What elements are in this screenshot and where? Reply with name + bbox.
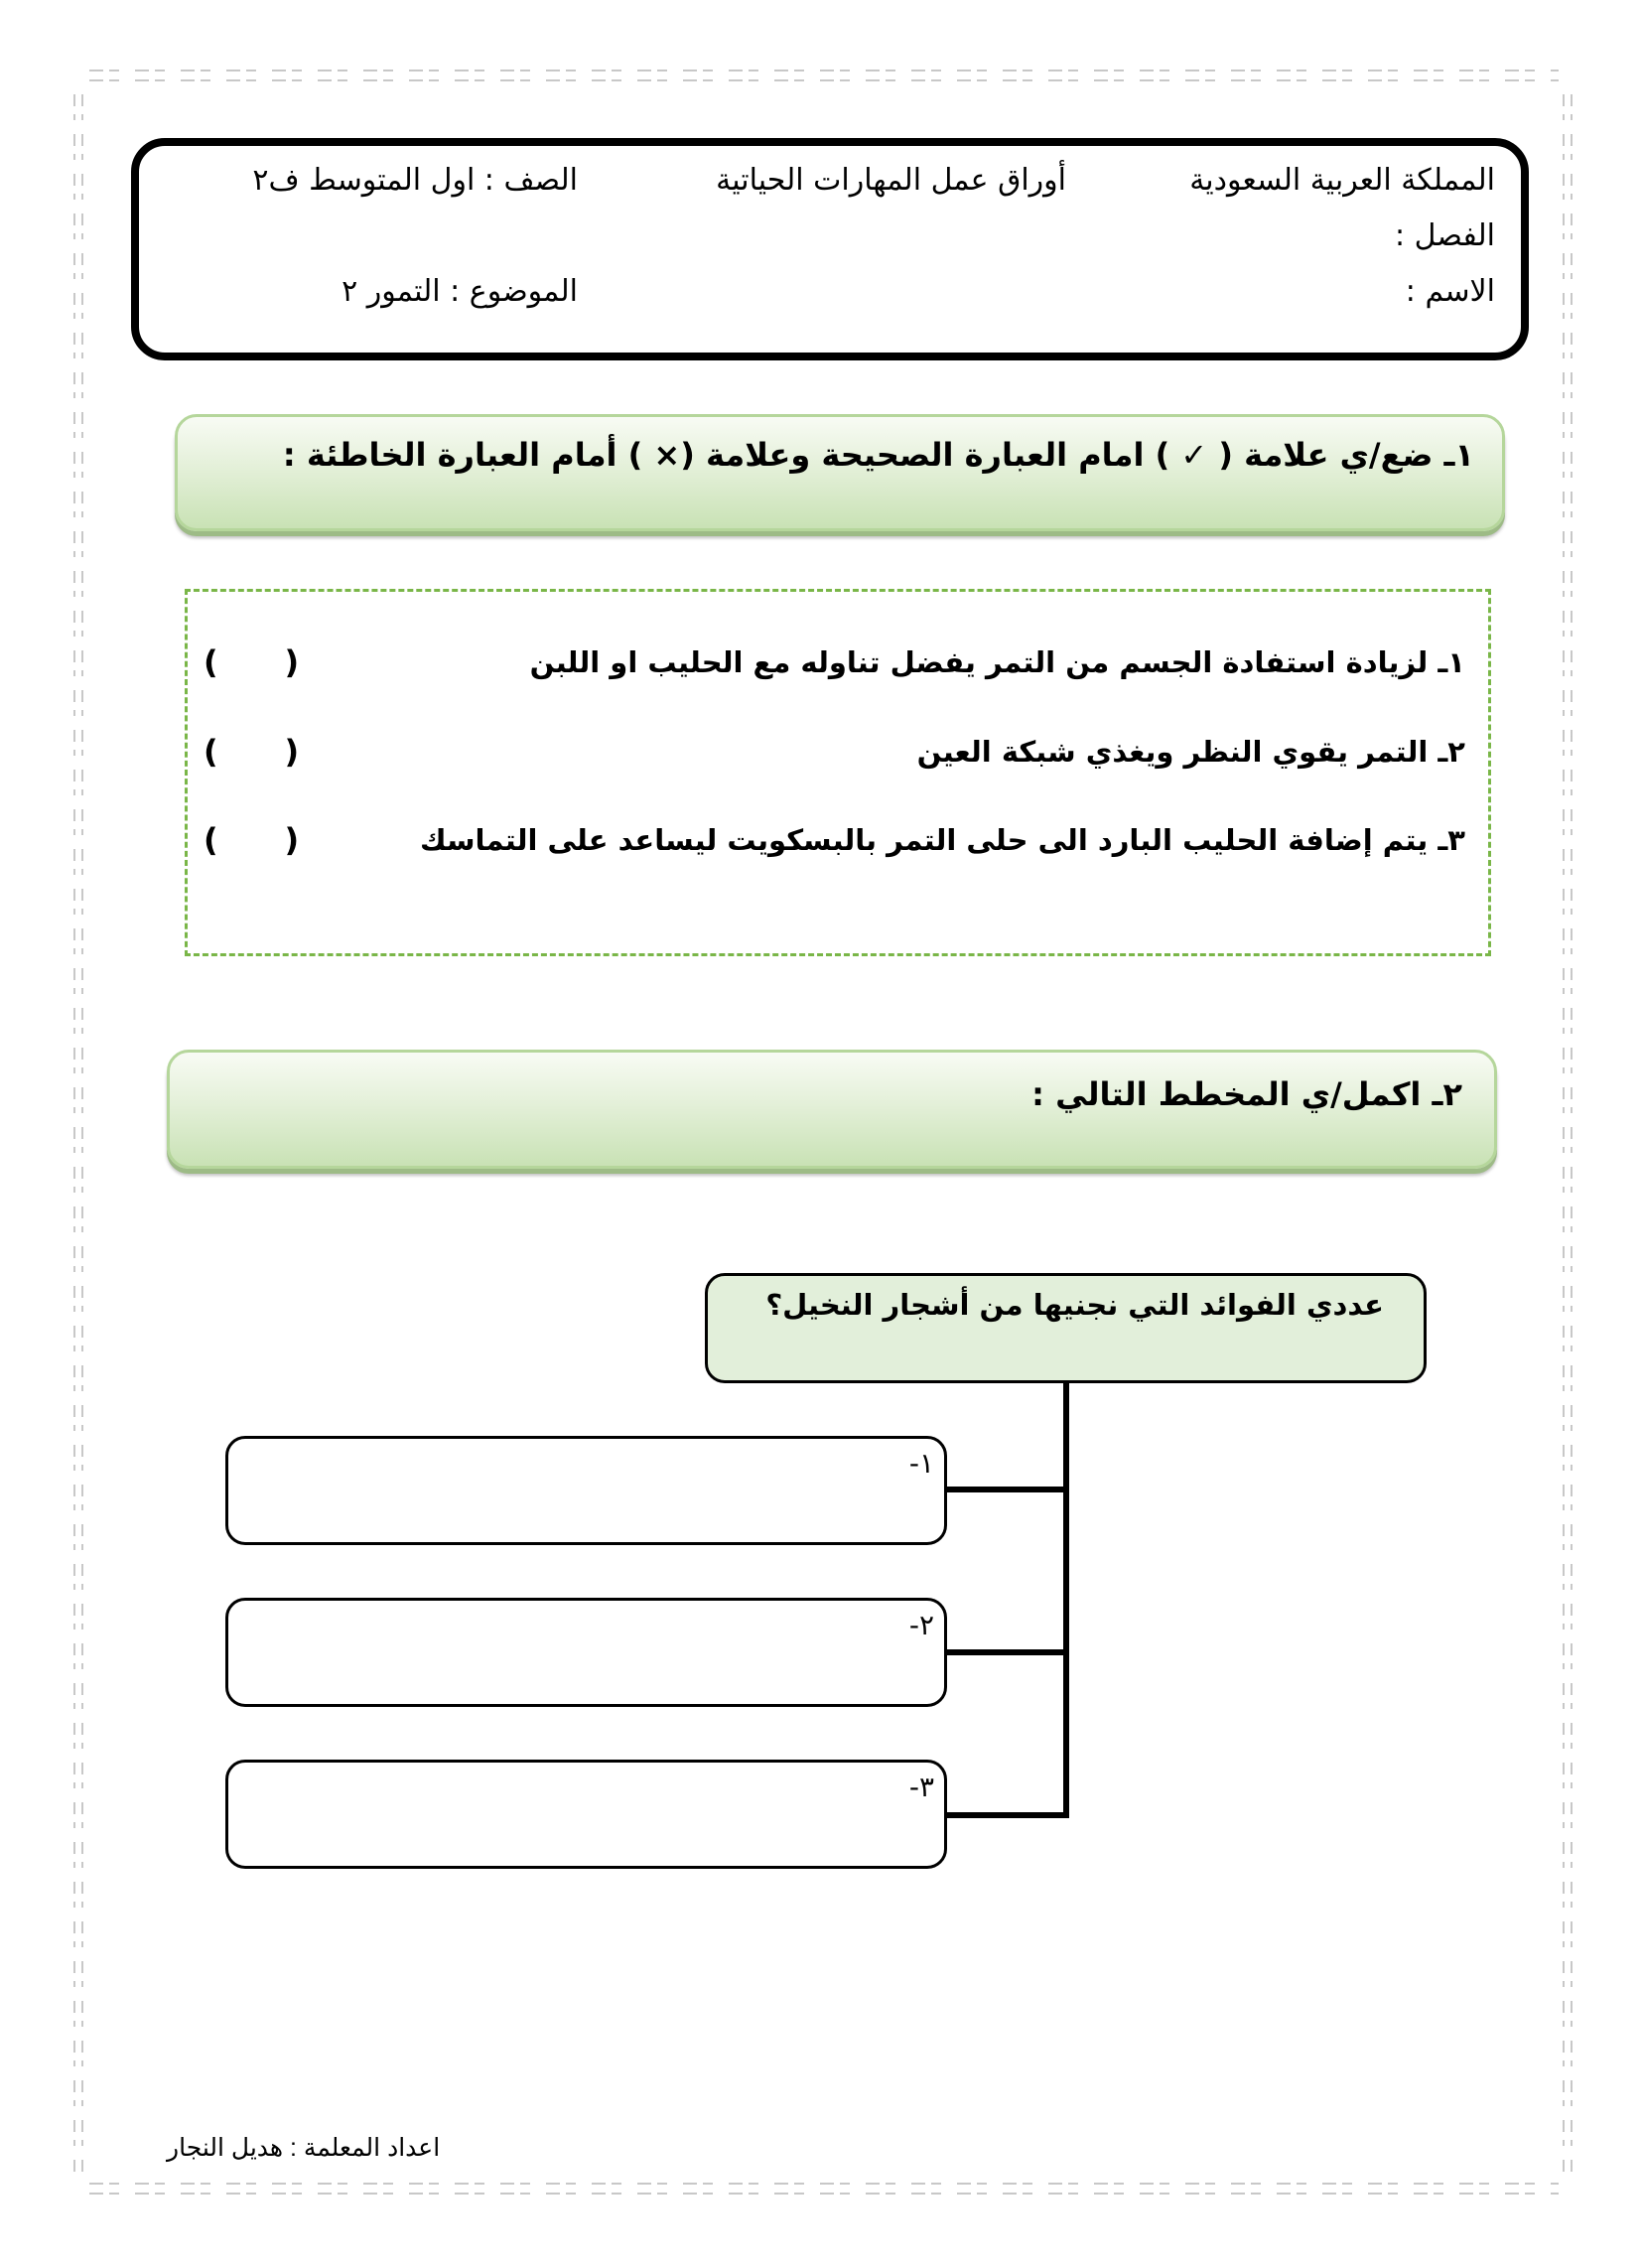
answer-number-3: ٣- <box>908 1771 934 1803</box>
name-label: الاسم : <box>1405 274 1495 309</box>
statement-3: ٣ـ يتم إضافة الحليب البارد الى حلى التمر بالبسكويت ليساعد على التماسك <box>419 823 1465 857</box>
decorative-border-bottom <box>89 2183 1559 2185</box>
decorative-border-bottom <box>89 2193 1559 2195</box>
answer-brackets-2[interactable]: ( ) <box>204 733 300 771</box>
statements-box <box>185 589 1491 956</box>
worksheet-title: أوراق عمل المهارات الحياتية <box>716 163 1066 198</box>
decorative-border-right <box>1563 94 1565 2175</box>
answer-box-3[interactable] <box>225 1760 947 1869</box>
grade-label: الصف : اول المتوسط ف٢ <box>252 163 578 198</box>
question-box <box>705 1273 1427 1383</box>
answer-number-2: ٢- <box>908 1609 934 1641</box>
answer-brackets-3[interactable]: ( ) <box>204 821 300 859</box>
answer-number-1: ١- <box>908 1447 934 1480</box>
connector-2 <box>944 1649 1069 1655</box>
connector-1 <box>944 1487 1069 1492</box>
decorative-border-left <box>81 94 83 2175</box>
topic-label: الموضوع : التمور ٢ <box>342 274 578 309</box>
answer-brackets-1[interactable]: ( ) <box>204 643 300 681</box>
decorative-border-top <box>89 70 1559 71</box>
question-text: عددي الفوائد التي نجنيها من أشجار النخيل؟ <box>765 1288 1384 1322</box>
kingdom-label: المملكة العربية السعودية <box>1189 163 1495 198</box>
answer-box-1[interactable] <box>225 1436 947 1545</box>
section1-header <box>175 414 1505 531</box>
statement-1: ١ـ لزيادة استفادة الجسم من التمر يفضل تناوله مع الحليب او اللبن <box>529 645 1465 679</box>
decorative-border-top <box>89 79 1559 81</box>
connector-vertical <box>1063 1380 1069 1817</box>
class-label: الفصل : <box>1394 218 1495 253</box>
connector-3 <box>944 1812 1069 1818</box>
section1-title: ١ـ ضع/ي علامة ( ✓ ) امام العبارة الصحيحة وعلامة (× ) أمام العبارة الخاطئة : <box>282 436 1474 474</box>
footer-teacher: اعداد المعلمة : هديل النجار <box>167 2134 441 2162</box>
statement-2: ٢ـ التمر يقوي النظر ويغذي شبكة العين <box>916 735 1465 769</box>
decorative-border-left <box>73 94 75 2175</box>
section2-header <box>167 1050 1497 1169</box>
section2-title: ٢ـ اكمل/ي المخطط التالي : <box>1031 1075 1462 1113</box>
decorative-border-right <box>1571 94 1573 2175</box>
answer-box-2[interactable] <box>225 1598 947 1707</box>
